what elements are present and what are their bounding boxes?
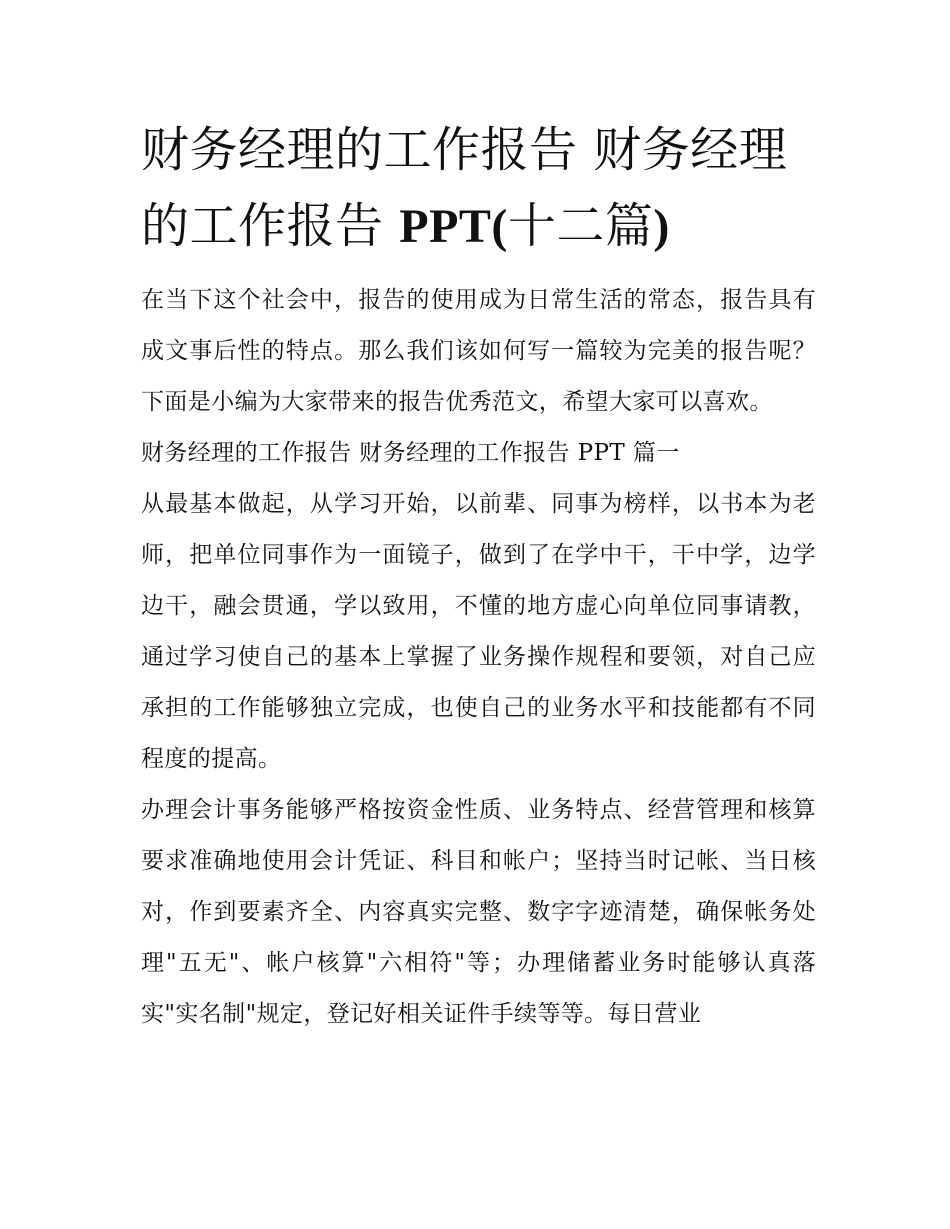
body-paragraph-1: 从最基本做起，从学习开始，以前辈、同事为榜样，以书本为老师，把单位同事作为一面镜子，做到了在学中干，干中学，边学边干，融会贯通，学以致用，不懂的地方虚心向单位同事请教，通过学习使自己的基本上掌握了业务操作规程和要领，对自己应承担的工作能够独立完成，也使自己的业务水平和技能都有不同程度的提高。 (141, 491, 816, 772)
body-paragraph-2: 办理会计事务能够严格按资金性质、业务特点、经营管理和核算要求准确地使用会计凭证、科目和帐户；坚持当时记帐、当日核对，作到要素齐全、内容真实完整、数字字迹清楚，确保帐务处理"五无"、帐户核算"六相符"等；办理储蓄业务时能够认真落实"实名制"规定，登记好相关证件手续等等。每日营业 (141, 797, 816, 1027)
title-text-part2: 十二篇 (507, 198, 654, 254)
title-text-latin: PPT( (399, 200, 508, 253)
title-text-part1: 财务经理的工作报告 财务经理的工作报告 (141, 122, 788, 254)
document-body (141, 112, 816, 1040)
intro-paragraph: 在当下这个社会中，报告的使用成为日常生活的常态，报告具有成文事后性的特点。那么我们该如何写一篇较为完美的报告呢？下面是小编为大家带来的报告优秀范文，希望大家可以喜欢。 (141, 287, 816, 415)
section-heading: 财务经理的工作报告 财务经理的工作报告 PPT 篇一 (141, 440, 680, 466)
document-title (141, 112, 816, 265)
title-text-close: ) (653, 200, 670, 253)
